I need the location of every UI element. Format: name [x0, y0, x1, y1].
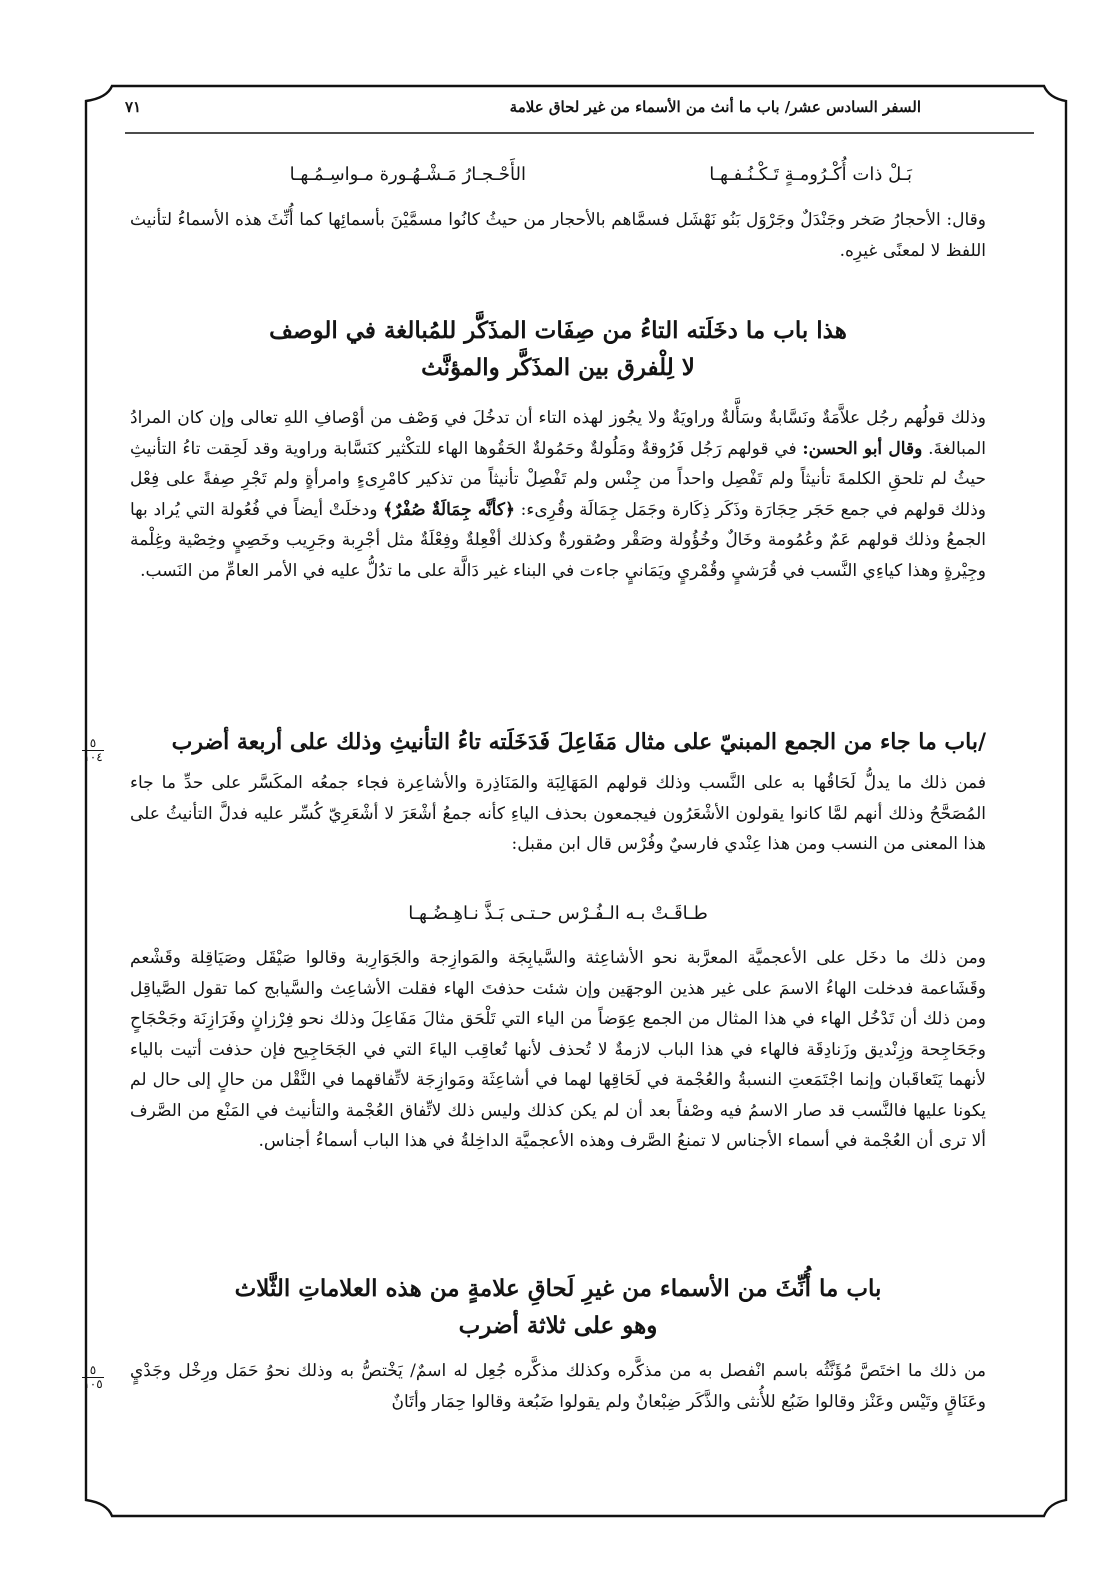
chapter-heading-1-line1: هذا باب ما دخَلَته التاءُ من صِفَات المذَكَّر للمُبالغة في الوصف	[269, 317, 847, 344]
verse-hemistich-right: بَـلْ ذات أُكْـرُومـةٍ تَـكْـنُـفـهـا	[709, 164, 912, 185]
chapter-heading-3	[150, 1270, 966, 1344]
chapter-heading-3-line1: باب ما أُنِّثَ من الأسماء من غيرِ لَحاقِ علامةٍ من هذه العلاماتِ الثَّلاث	[234, 1275, 882, 1302]
paragraph-4: من ذلك ما اختَصَّ مُؤَنَّثُه باسم انْفصل به من مذكَّره وكذلك مذكَّره جُعِل له اسمٌ/ يَخْتصُّ به وذلك نحوُ حَمَل ورِخْل وجَدْيٍ وعَنَاقٍ وتَيْس وعَنْز وقالوا ضَبُع للأُنثى والذَّكَر ضِبْعانٌ ولم يقولوا ضَبُعة وقالوا حِمَار وأتَانٌ	[130, 1361, 986, 1412]
margin-note-105-bottom: ١٠٥	[83, 1377, 103, 1391]
paragraph-2: فمن ذلك ما يدلُّ لَحَاقُها به على النَّسب وذلك قولهم المَهَالِبَة والمَنَاذِرة والأشاعِرة فجاء جمعُه المكَسَّر على حدِّ ما جاء المُصَحَّحُ وذلك أنهم لمَّا كانوا يقولون الأشْعَرُون فيجمعون بحذف الياءِ كأنه جمعُ أشْعَرَ لا أشْعَرِيّ كُسِّر عليه فدلَّ التأنيثُ على هذا المعنى من النسب ومن هذا عِنْدي فارسيٌ وفُرْس قال ابن مقبل:	[130, 773, 986, 854]
chapter-heading-1-line2: لا لِلْفرق بين المذَكَّر والمؤنَّث	[421, 354, 695, 381]
margin-note-104-bottom: ١٠٤	[83, 750, 103, 764]
margin-note-105-top: ٥	[89, 1363, 97, 1377]
margin-note-104	[80, 737, 106, 764]
page-number: ٧١	[125, 98, 142, 116]
paragraph-1-abu-alhasan: وقال أبو الحسن:	[802, 438, 923, 459]
chapter-heading-1	[150, 312, 966, 386]
paragraph-1-quran-quote: ﴿كأنَّه جِمَالَةٌ صُفْرٌ﴾	[383, 499, 515, 520]
verse-hemistich-left: الأَحْـجـارُ مَـشْـهُـورة مـواسِـمُـهـا	[289, 164, 526, 185]
paragraph-1-text-e: ودخلَتْ أيضاً في فُعُولة التي يُراد بها الجمعُ وذلك قولهم عَمٌ وعُمُومة وخَالٌ وخُؤُولة وصَقْر وصُقورةٌ وكذلك أفْعِلةٌ وفِعْلَةٌ مثل أجْرِبة وجَرِيب وخَصِيٍ وخِصْية وغِلْمة وجِيْرةٍ وهذا كياءِي النَّسب في قُرَشيٍ وقُمْريٍ ويَمَانيٍ جاءت في البناء غير دَالَّة على ما تدُلُّ عليه في الأمر العامِّ من النَسب.	[130, 499, 986, 581]
paragraph-intro: وقال: الأحجارُ صَخر وجَنْدَلٌ وجَرْوَل بَنُو نَهْشَل فسمَّاهم بالأحجار من حيثُ كانُوا مسمَّيْنَ بأسمائِها كما أُنِّثَ هذه الأسماءُ لتأنيث اللفظ لا لمعنًى غيرِه.	[130, 210, 986, 261]
verse-middle: طـاقَـتْ بـه الـفُـرْس حـتـى بَـذَّ نـاهِـضُـهـا	[408, 903, 708, 924]
margin-note-105	[80, 1364, 106, 1391]
running-title: السفر السادس عشر/ باب ما أنث من الأسماء من غير لحاق علامة	[509, 98, 921, 116]
paragraph-1-text-a: وذلك قولُهم رجُل علاَّمَةٌ ونَسَّابةٌ وسَأَّلةٌ وراويَةٌ ولا يجُوز لهذه التاء أن تدخُلَ في وَصْف من أوْصافِ اللهِ تعالى وإن كان المرادُ المبالغةَ.	[130, 408, 987, 459]
paragraph-3: ومن ذلك ما دخَل على الأعجميَّة المعرَّبة نحو الأشاعِثة والسَّيابِجَة والمَوازِجة والجَوَارِبة وقالوا صَيْقَل وصَيَاقِلة وقَشْعم وقَشَاعمة فدخلت الهاءُ الاسمَ على غير هذين الوجهَين وإن شئت حذفتَ الهاء فقلت الأشاعِث والسَّيابج كما تقول الصَّياقِل ومن ذلك أن تَدْخُل الهاء في هذا المثال من الجمع عِوَضاً من الياء التي تَلْحَق مثالَ مَفَاعِلَ وذلك نحو فِرْزانٍ وفَرَازِنَة وجَحْجَاحٍ وجَحَاجِحة وزِنْديق وزَنادِقَة فالهاء في هذا الباب لازمةٌ لا تُحذف لأنها تُعاقِب الياءَ التي في الجَحَاجِيح فإن حذفت أتيت بالياء لأنهما يَتَعاقَبان وإنما اجْتَمَعتِ النسبةُ والعُجْمة في لَحَاقِها لهما في أشاعِثَة ومَوازِجَة لاتِّفاقهما في النَّقْل من حالٍ إلى حال لم يكونا عليها فالنَّسب قد صار الاسمُ فيه وصْفاً بعد أن لم يكن كذلك وليس ذلك لاتِّفاق العُجْمة والتأنيث في المَنْع من الصَّرف ألا ترى أن العُجْمة في أسماء الأجناس لا تمنعُ الصَّرف وهذه الأعجميَّة الداخِلةُ في هذا الباب أسماءُ أجناس.	[130, 948, 986, 1151]
margin-note-104-top: ٥	[89, 736, 97, 750]
chapter-heading-3-line2: وهو على ثلاثة أضرب	[458, 1312, 658, 1339]
chapter-heading-2: /باب ما جاء من الجمع المبنيّ على مثال مَفَاعِلَ فَدَخَلَته تاءُ التأنيثِ وذلك على أربعة أضرب	[171, 729, 986, 755]
paragraph-1	[130, 403, 986, 586]
paragraph-1-text-c: في قولهم رَجُل فَرُوقةٌ ومَلُولةٌ وحَمُولةٌ الحَقُوها الهاء للتكْثير كنَسَّابة وراوية وقد لَحِقت تاءُ التأنيثِ حيثُ لم تلحقِ الكلمةَ تأنيثاً ولم تَفْصِل واحداً من جِنْس ولم تَفْصِلْ تأنيثاً من تذكير كامْرِىءٍ وامرأةٍ ولم تَجْرِ صِفةً على فِعْل وذلك قولهم في جمع حَجَر حِجَارَة وذَكَر ذِكَارة وجَمَل جِمَالَة وقُرِىء:	[130, 438, 986, 520]
